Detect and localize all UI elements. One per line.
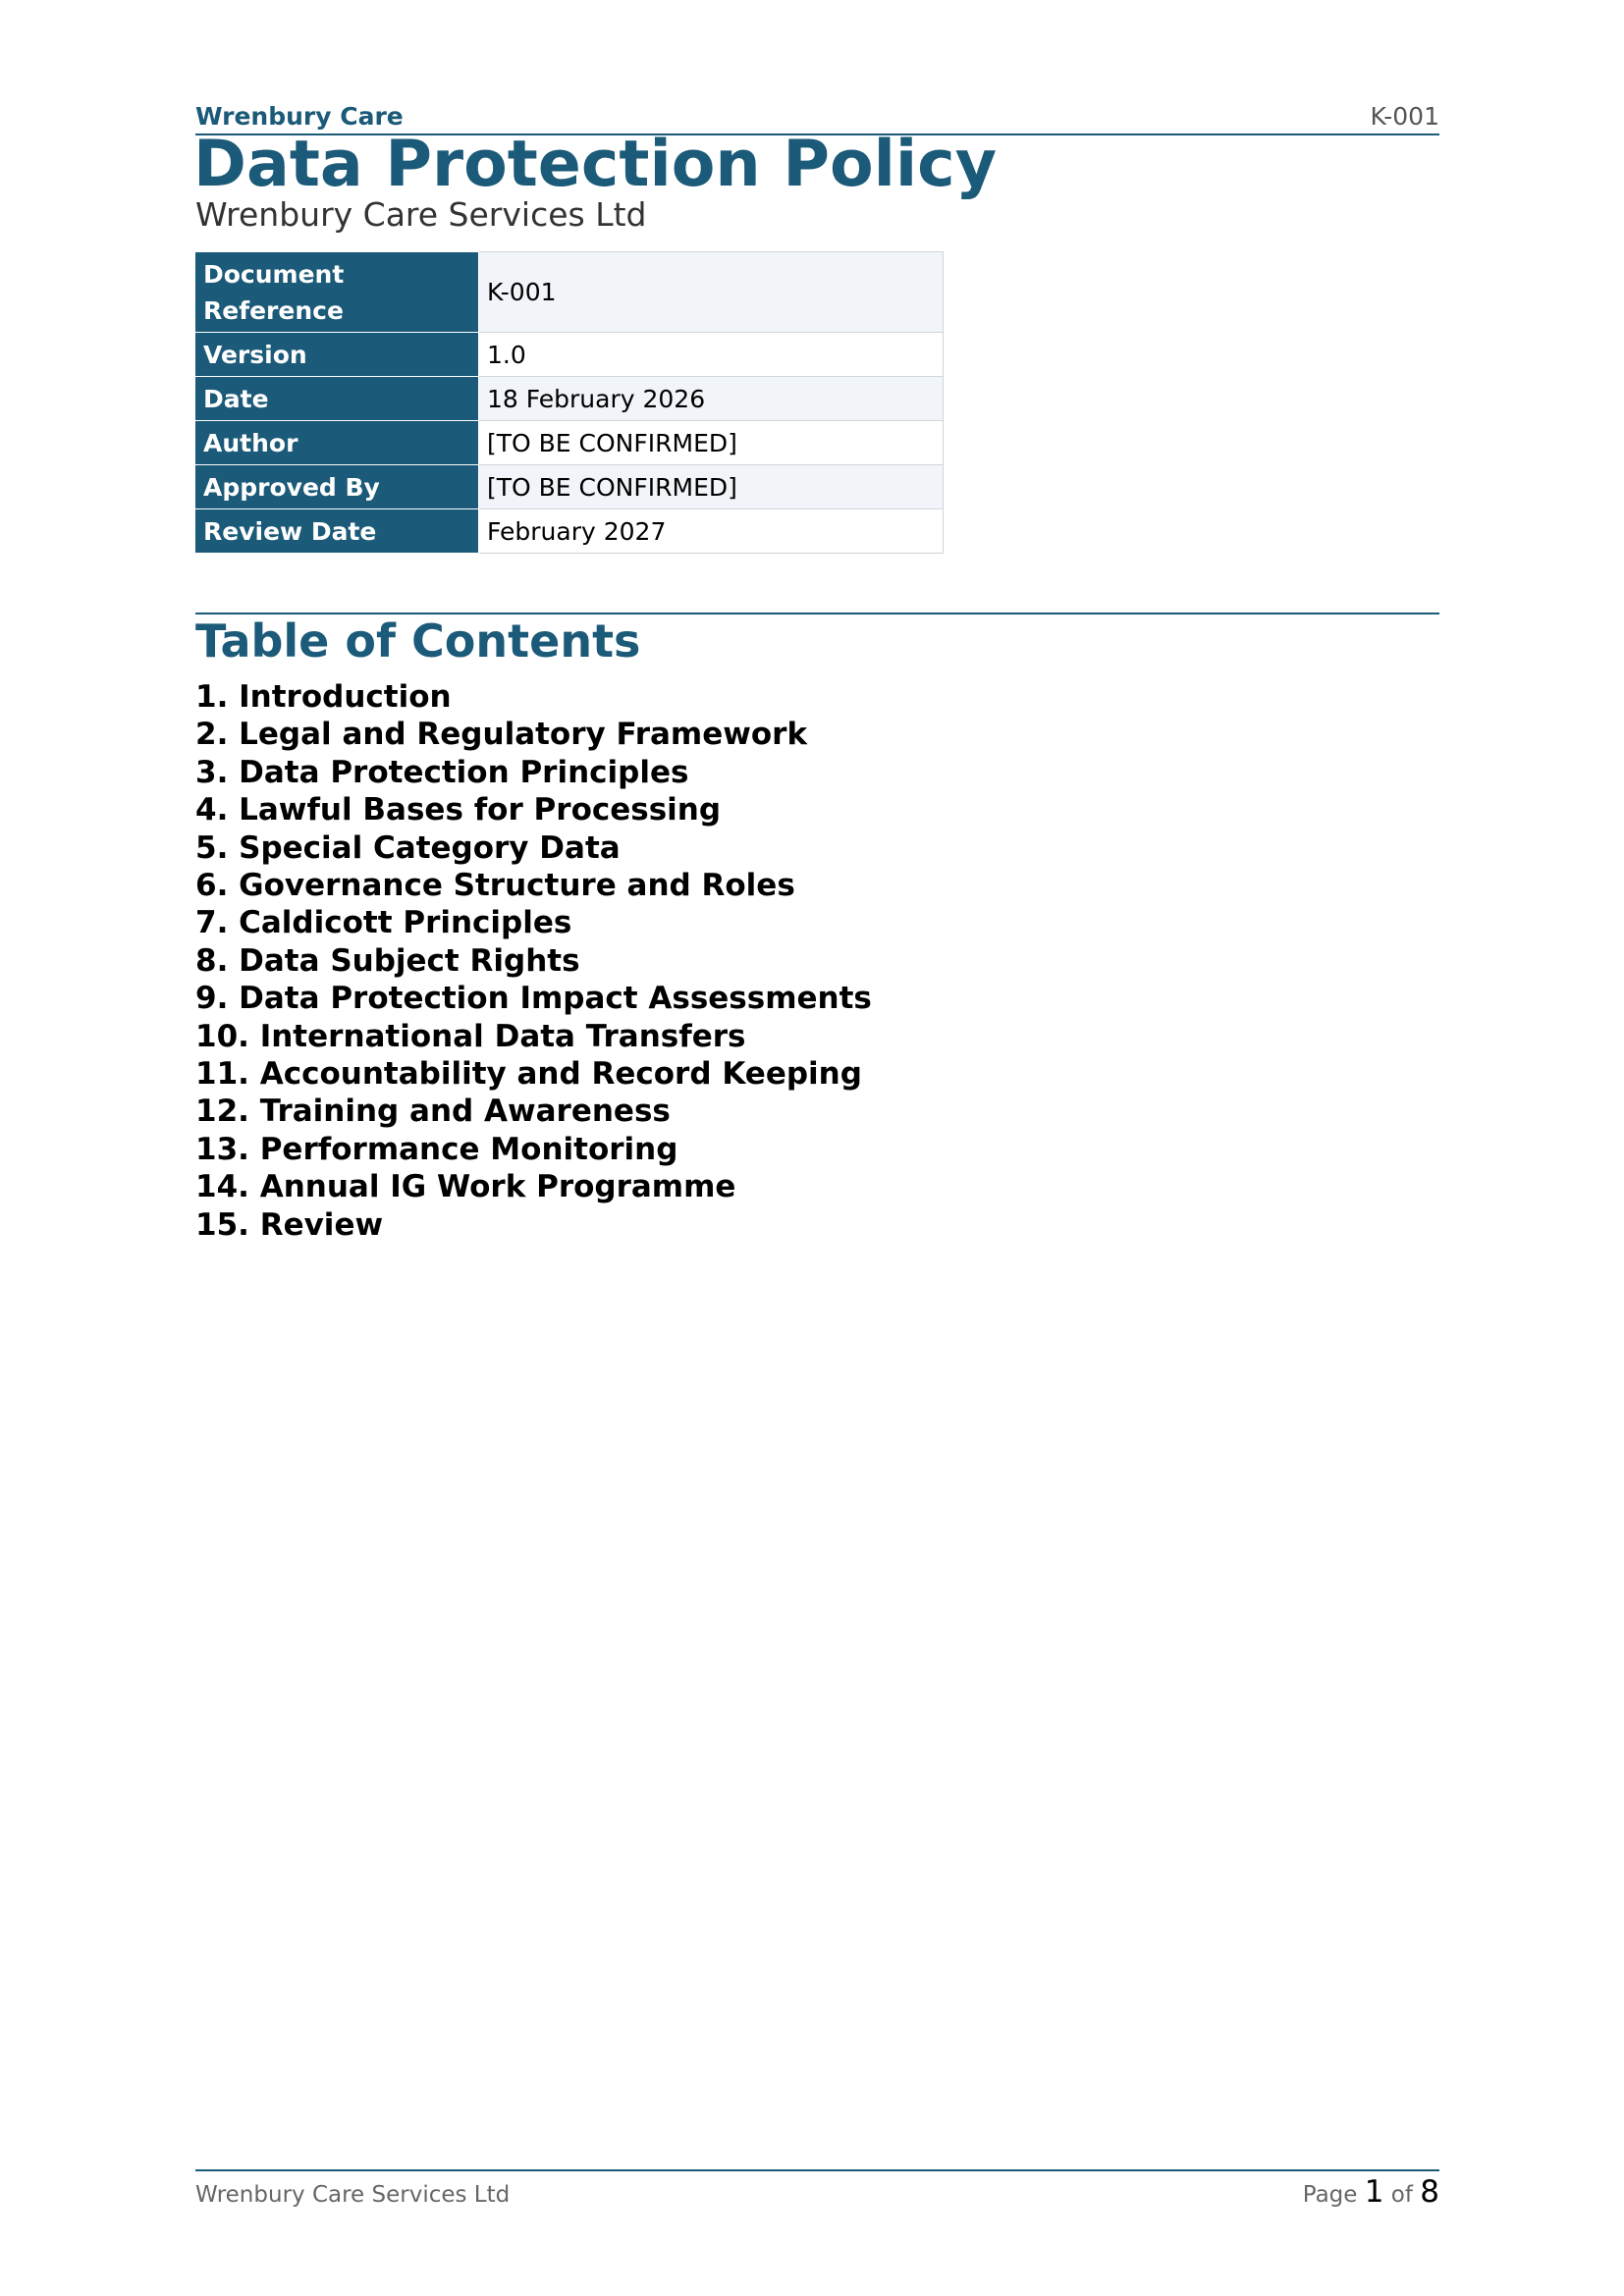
toc-item[interactable]: 5. Special Category Data (195, 829, 621, 866)
toc-item[interactable]: 1. Introduction (195, 679, 452, 715)
metadata-row (195, 252, 944, 333)
toc-item[interactable]: 13. Performance Monitoring (195, 1131, 678, 1167)
page-number-indicator (1303, 2173, 1439, 2214)
metadata-label: Review Date (195, 509, 479, 554)
metadata-row (195, 377, 944, 421)
metadata-label: Version (195, 333, 479, 377)
toc-item[interactable]: 8. Data Subject Rights (195, 942, 580, 979)
toc-item[interactable]: 2. Legal and Regulatory Framework (195, 717, 808, 753)
toc-item[interactable]: 6. Governance Structure and Roles (195, 868, 795, 904)
current-page-number: 1 (1364, 2174, 1384, 2210)
header-document-reference: K-001 (1370, 102, 1439, 131)
metadata-label: Date (195, 377, 479, 421)
metadata-label: Approved By (195, 465, 479, 509)
table-of-contents (195, 678, 872, 1244)
toc-item[interactable]: 9. Data Protection Impact Assessments (195, 981, 872, 1017)
document-title: Data Protection Policy (193, 128, 998, 201)
document-subtitle: Wrenbury Care Services Ltd (195, 195, 647, 234)
brand-name: Wrenbury Care (195, 102, 404, 131)
toc-item[interactable]: 15. Review (195, 1206, 384, 1243)
toc-item[interactable]: 3. Data Protection Principles (195, 754, 689, 790)
page-footer (195, 2169, 1439, 2216)
toc-item[interactable]: 12. Training and Awareness (195, 1094, 671, 1130)
toc-item[interactable]: 7. Caldicott Principles (195, 905, 572, 941)
metadata-label: Author (195, 421, 479, 465)
metadata-value: 18 February 2026 (479, 377, 944, 421)
toc-item[interactable]: 4. Lawful Bases for Processing (195, 792, 722, 828)
metadata-value: February 2027 (479, 509, 944, 554)
metadata-value: K-001 (479, 252, 944, 333)
document-metadata-table (195, 251, 944, 554)
toc-item[interactable]: 10. International Data Transfers (195, 1018, 746, 1054)
metadata-row (195, 421, 944, 465)
metadata-row (195, 465, 944, 509)
toc-heading: Table of Contents (195, 614, 641, 667)
footer-company-name: Wrenbury Care Services Ltd (195, 2182, 511, 2208)
metadata-row (195, 509, 944, 554)
toc-item[interactable]: 11. Accountability and Record Keeping (195, 1056, 862, 1093)
metadata-label: Document Reference (195, 252, 479, 333)
metadata-value: [TO BE CONFIRMED] (479, 421, 944, 465)
toc-item[interactable]: 14. Annual IG Work Programme (195, 1169, 736, 1205)
page-word: Page (1302, 2182, 1358, 2208)
of-word: of (1390, 2182, 1413, 2208)
metadata-value: [TO BE CONFIRMED] (479, 465, 944, 509)
metadata-value: 1.0 (479, 333, 944, 377)
metadata-row (195, 333, 944, 377)
total-page-count: 8 (1420, 2174, 1439, 2210)
